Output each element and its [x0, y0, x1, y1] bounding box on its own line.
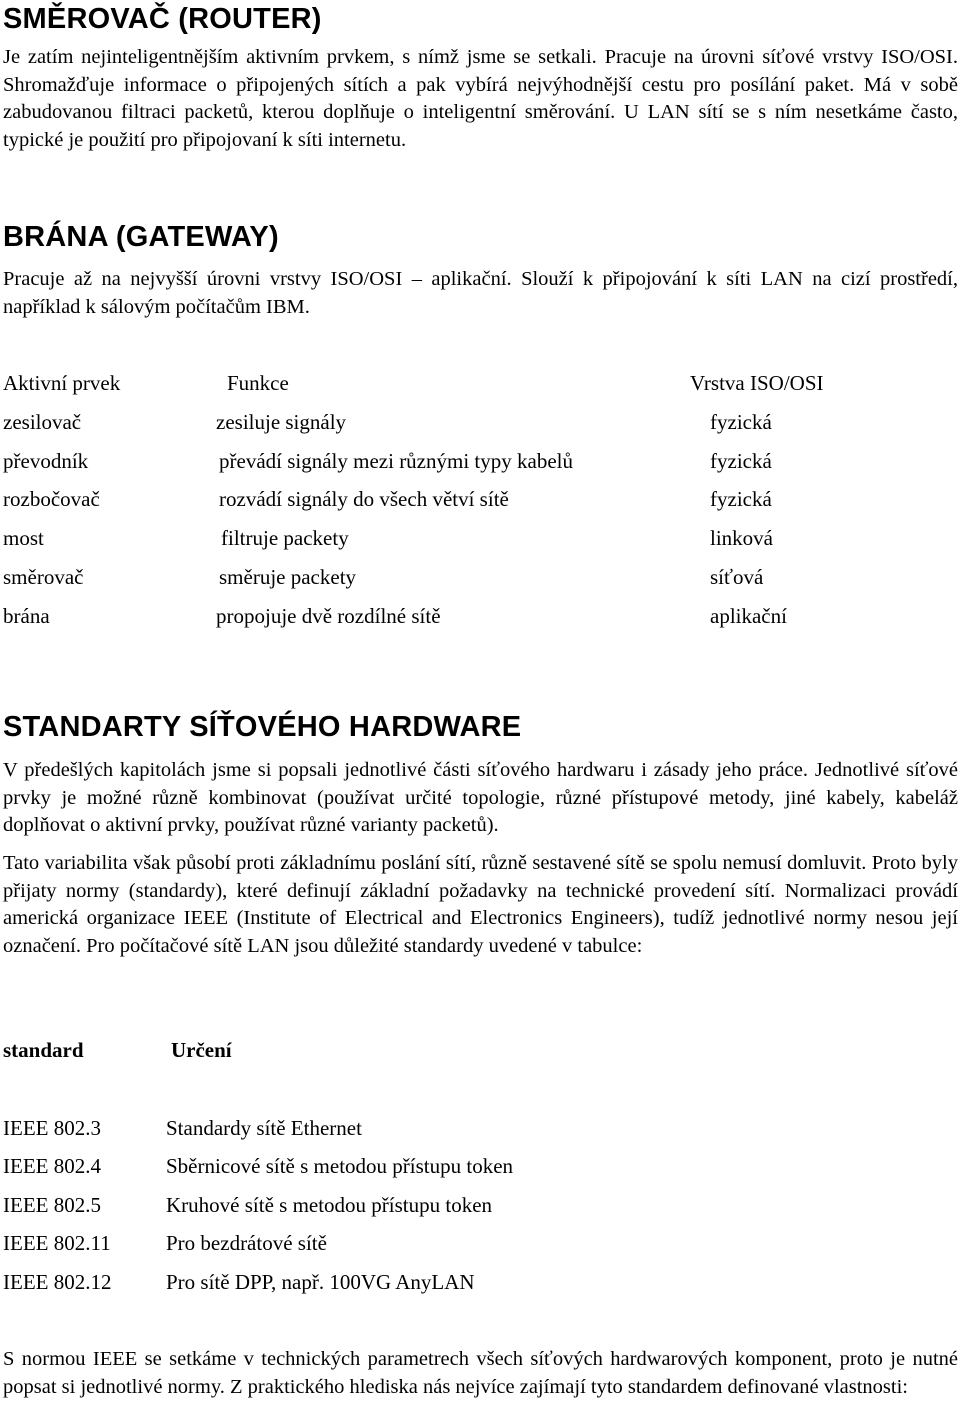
closing-paragraph: S normou IEEE se setkáme v technických parametrech všech síťových hardwarových komponent, proto je nutné popsat si jednotlivé normy. Z praktického hlediska nás nejvíce zajímají tyto standardem definované vlastnosti: [3, 1348, 958, 1398]
device-name: směrovač [3, 565, 84, 589]
device-function: rozvádí signály do všech větví sítě [219, 487, 509, 511]
device-layer: fyzická [710, 410, 772, 434]
router-heading: SMĚROVAČ (ROUTER) [3, 3, 322, 35]
standard-code: IEEE 802.12 [3, 1270, 112, 1294]
standard-purpose: Kruhové sítě s metodou přístupu token [166, 1193, 493, 1217]
device-name: převodník [3, 449, 89, 473]
standard-code: IEEE 802.4 [3, 1154, 101, 1178]
device-layer: fyzická [710, 449, 772, 473]
device-function: propojuje dvě rozdílné sítě [216, 604, 441, 628]
gateway-heading: BRÁNA (GATEWAY) [3, 221, 279, 253]
header-active-element: Aktivní prvek [3, 371, 121, 395]
device-function: filtruje packety [221, 526, 349, 550]
table-row [3, 1190, 958, 1220]
table-row [3, 484, 958, 514]
standard-purpose: Pro sítě DPP, např. 100VG AnyLAN [166, 1270, 475, 1294]
header-standard: standard [3, 1038, 84, 1062]
header-function: Funkce [227, 371, 289, 395]
table-row [3, 601, 958, 631]
device-function: převádí signály mezi různými typy kabelů [219, 449, 573, 473]
device-layer: aplikační [710, 604, 787, 628]
table-row [3, 1267, 958, 1297]
device-name: most [3, 526, 44, 550]
device-function: zesiluje signály [216, 410, 347, 434]
standard-code: IEEE 802.3 [3, 1116, 101, 1140]
standard-code: IEEE 802.11 [3, 1231, 111, 1255]
standard-purpose: Standardy sítě Ethernet [166, 1116, 362, 1140]
standards-paragraph-2: Tato variabilita však působí proti základnímu poslání sítí, různě sestavené sítě se spolu nemusí domluvit. Proto byly přijaty normy (standardy), které definují základní požadavky na technické provedení sítí. Normalizaci provádí americká organizace IEEE (Institute of Electrical and Electronics Engineers), tudíž jednotlivé normy nesou její označení. Pro počítačové sítě LAN jsou důležité standardy uvedené v tabulce: [3, 852, 958, 957]
standard-purpose: Sběrnicové sítě s metodou přístupu token [166, 1154, 514, 1178]
device-layer: linková [710, 526, 773, 550]
devices-table-header [3, 368, 958, 398]
table-row [3, 446, 958, 476]
device-function: směruje packety [219, 565, 357, 589]
device-layer: síťová [710, 565, 764, 589]
standard-purpose: Pro bezdrátové sítě [166, 1231, 327, 1255]
standards-paragraph-1: V předešlých kapitolách jsme si popsali jednotlivé části síťového hardwaru i zásady jeho práce. Jednotlivé síťové prvky je možné různě kombinovat (používat určité topologie, různé přístupové metody, jiné kabely, kabeláž doplňovat o aktivní prvky, používat různé varianty packetů). [3, 759, 958, 837]
table-row [3, 407, 958, 437]
device-name: rozbočovač [3, 487, 100, 511]
table-row [3, 523, 958, 553]
table-row [3, 1151, 958, 1181]
standards-table-header [3, 1035, 958, 1065]
device-layer: fyzická [710, 487, 772, 511]
device-name: brána [3, 604, 50, 628]
standard-code: IEEE 802.5 [3, 1193, 101, 1217]
header-osi-layer: Vrstva ISO/OSI [690, 371, 824, 395]
router-paragraph: Je zatím nejinteligentnějším aktivním prvkem, s nímž jsme se setkali. Pracuje na úrovni síťové vrstvy ISO/OSI. Shromažďuje informace o připojených sítích a pak vybírá nejvýhodnější cestu pro posílání paket. Má v sobě zabudovanou filtraci packetů, kterou doplňuje o inteligentní směrování. U LAN sítí se s ním nesetkáme často, typické je použití pro připojovaní k síti internetu. [3, 46, 958, 151]
header-purpose: Určení [171, 1038, 232, 1062]
standards-heading: STANDARTY SÍŤOVÉHO HARDWARE [3, 711, 522, 743]
gateway-paragraph: Pracuje až na nejvyšší úrovni vrstvy ISO/OSI – aplikační. Slouží k připojování k síti LAN na cizí prostředí, například k sálovým počítačům IBM. [3, 268, 958, 318]
table-row [3, 1113, 958, 1143]
device-name: zesilovač [3, 410, 82, 434]
table-row [3, 562, 958, 592]
table-row [3, 1228, 958, 1258]
